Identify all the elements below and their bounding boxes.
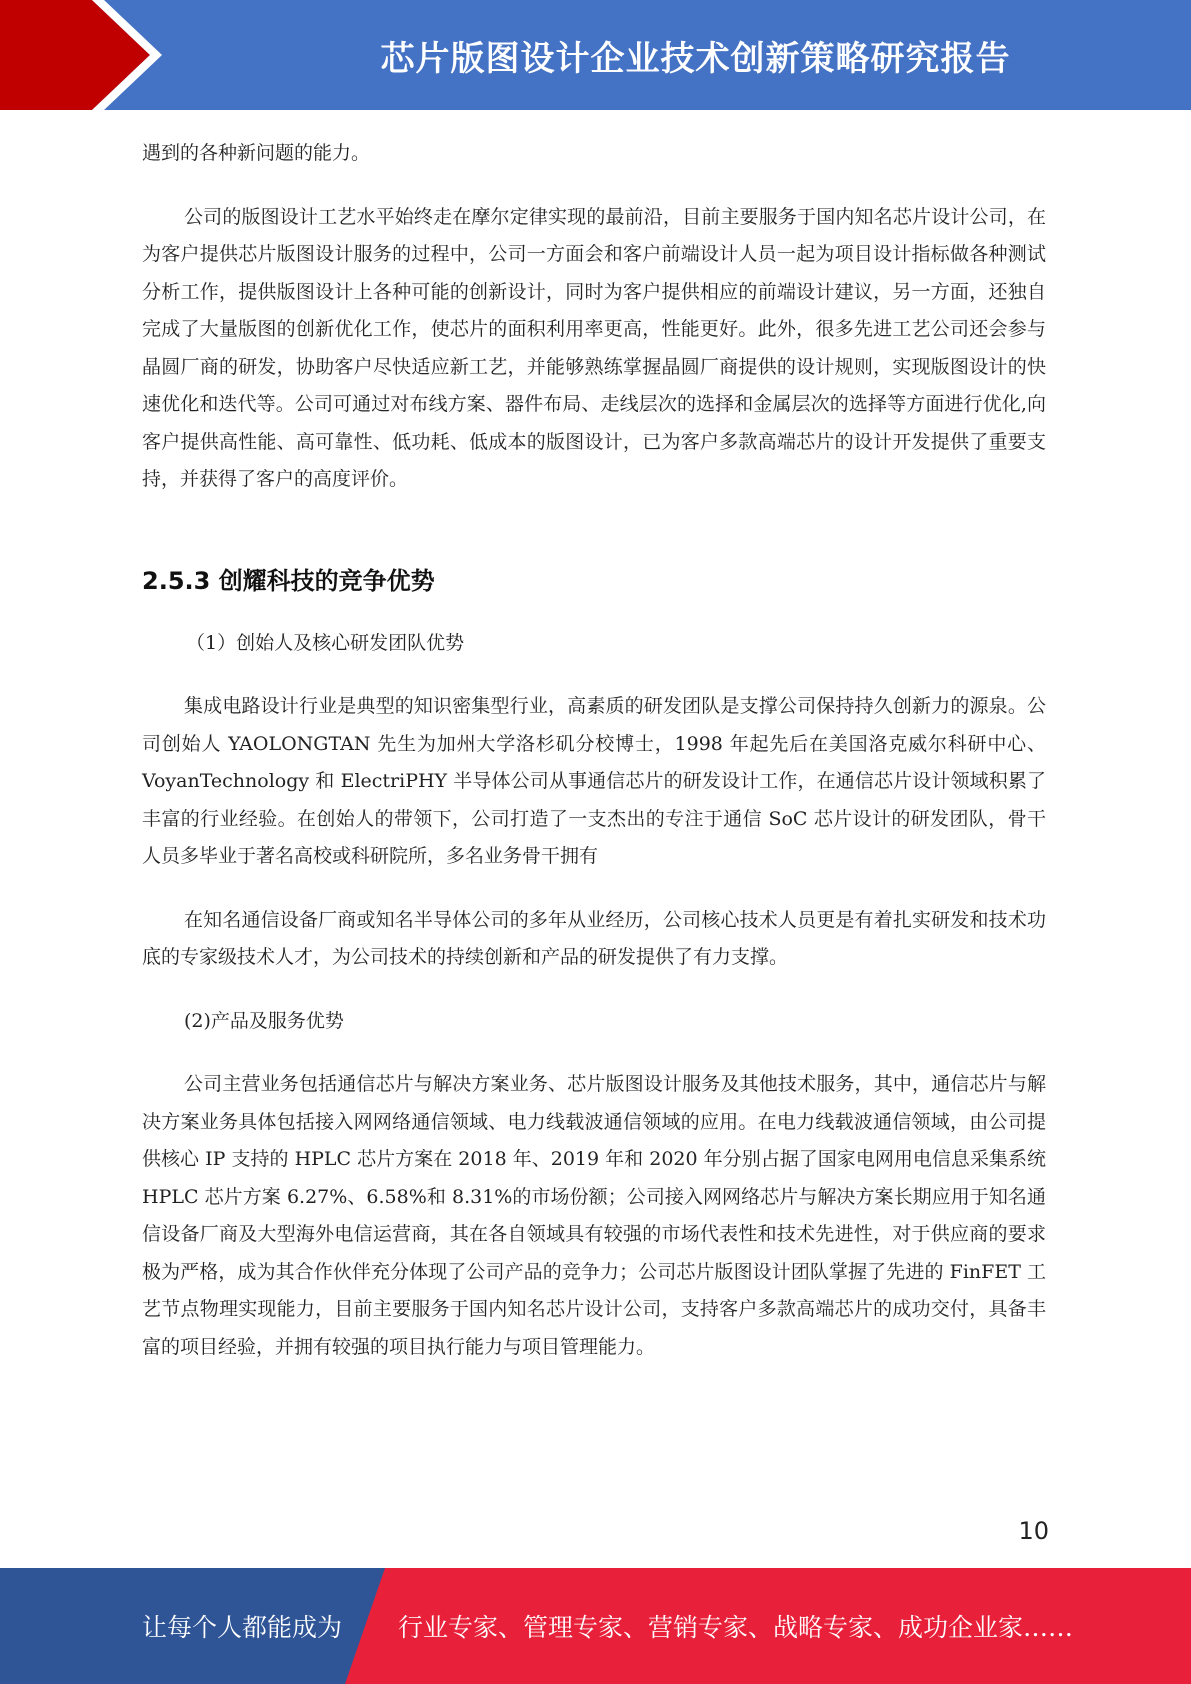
paragraph: 在知名通信设备厂商或知名半导体公司的多年从业经历，公司核心技术人员更是有着扎实研发和技术功底的专家级技术人才，为公司技术的持续创新和产品的研发提供了有力支撑。 <box>142 908 1046 968</box>
paragraph: 遇到的各种新问题的能力。 <box>142 142 371 164</box>
page-number: 10 <box>1018 1517 1049 1545</box>
paragraph: 公司的版图设计工艺水平始终走在摩尔定律实现的最前沿，目前主要服务于国内知名芯片设计公司，在为客户提供芯片版图设计服务的过程中，公司一方面会和客户前端设计人员一起为项目设计指标做各种测试分析工作，提供版图设计上各种可能的创新设计，同时为客户提供相应的前端设计建议，另一方面，还独自完成了大量版图的创新优化工作，使芯片的面积利用率更高，性能更好。此外，很多先进工艺公司还会参与晶圆厂商的研发，协助客户尽快适应新工艺，并能够熟练掌握晶圆厂商提供的设计规则，实现版图设计的快速优化和迭代等。公司可通过对布线方案、器件布局、走线层次的选择和金属层次的选择等方面进行优化,向客户提供高性能、高可靠性、低功耗、低成本的版图设计，已为客户多款高端芯片的设计开发提供了重要支持，并获得了客户的高度评价。 <box>142 205 1046 490</box>
page-header <box>0 0 1191 110</box>
report-title: 芯片版图设计企业技术创新策略研究报告 <box>380 38 1011 79</box>
page-footer <box>0 1568 1191 1684</box>
sub-heading: (2)产品及服务优势 <box>184 1009 344 1032</box>
sub-heading: （1）创始人及核心研发团队优势 <box>186 631 465 654</box>
section-heading: 2.5.3 创耀科技的竞争优势 <box>142 566 435 595</box>
document-body <box>142 135 1046 1366</box>
footer-slogan-right: 行业专家、管理专家、营销专家、战略专家、成功企业家…… <box>398 1613 1074 1642</box>
paragraph: 公司主营业务包括通信芯片与解决方案业务、芯片版图设计服务及其他技术服务，其中，通信芯片与解决方案业务具体包括接入网网络通信领域、电力线载波通信领域的应用。在电力线载波通信领域，由公司提供核心 IP 支持的 HPLC 芯片方案在 2018 年、2019 年和 2020 年分别占据了国家电网用电信息采集系统 HPLC 芯片方案 6.27%、6.58%和 8.31%的市场份额；公司接入网网络芯片与解决方案长期应用于知名通信设备厂商及大型海外电信运营商，其在各自领域具有较强的市场代表性和技术先进性，对于供应商的要求极为严格，成为其合作伙伴充分体现了公司产品的竞争力；公司芯片版图设计团队掌握了先进的 FinFET 工艺节点物理实现能力，目前主要服务于国内知名芯片设计公司，支持客户多款高端芯片的成功交付，具备丰富的项目经验，并拥有较强的项目执行能力与项目管理能力。 <box>142 1073 1046 1358</box>
paragraph: 集成电路设计行业是典型的知识密集型行业，高素质的研发团队是支撑公司保持持久创新力的源泉。公司创始人 YAOLONGTAN 先生为加州大学洛杉矶分校博士，1998 年起先后在美国洛克威尔科研中心、VoyanTechnology 和 ElectriPHY 半导体公司从事通信芯片的研发设计工作，在通信芯片设计领域积累了丰富的行业经验。在创始人的带领下，公司打造了一支杰出的专注于通信 SoC 芯片设计的研发团队，骨干人员多毕业于著名高校或科研院所，多名业务骨干拥有 <box>142 695 1046 867</box>
footer-slogan-left: 让每个人都能成为 <box>142 1613 343 1642</box>
